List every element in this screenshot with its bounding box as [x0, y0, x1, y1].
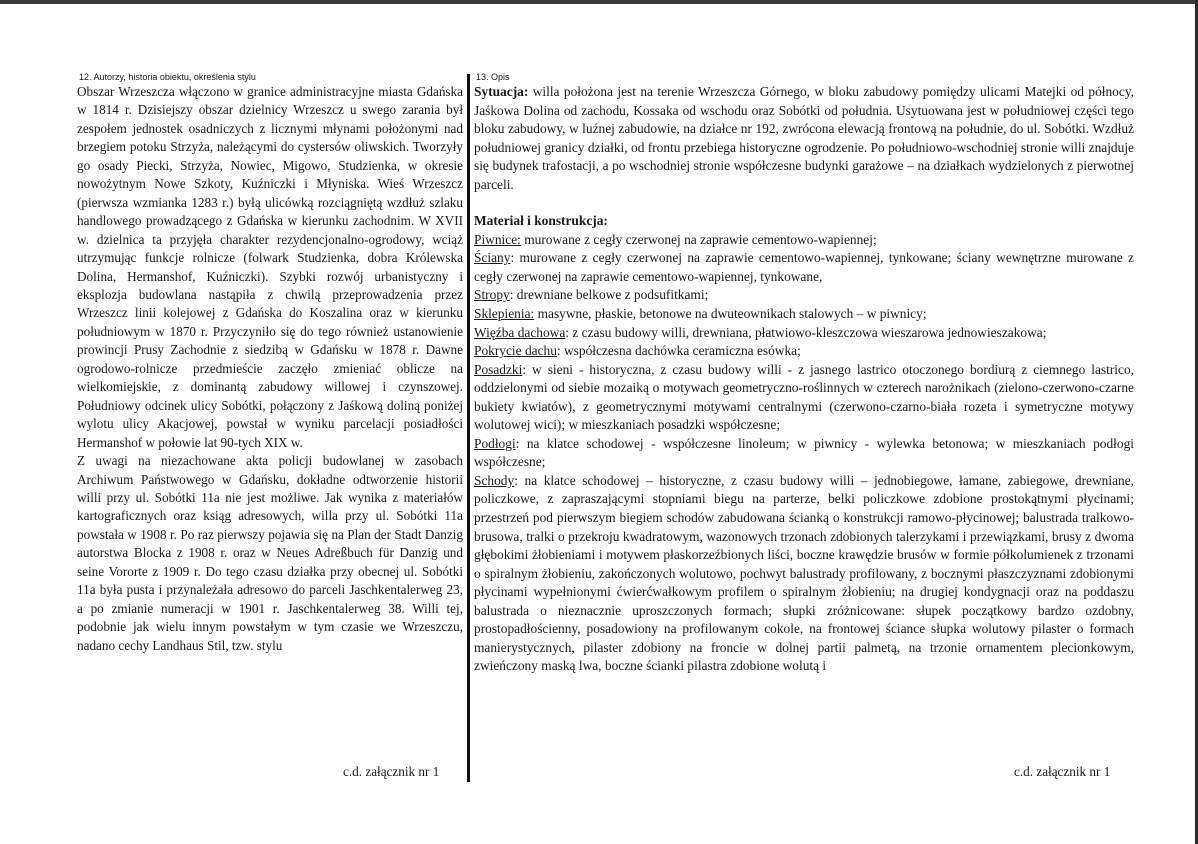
item-text: : na klatce schodowej – historyczne, z czasu budowy willi – jednobiegowe, łamane, zabiegowe, drewniane, policzkowe, z zapraszającymi stopniami biegu na parterze, belki policzkowe zdobione prostokątnymi płycinami; przestrzeń pod pierwszym biegiem schodów zabudowana ścianką o konstrukcji ramowo-płycinowej; balustrada tralkowo-brusowa, tralki o przekroju kwadratowym, wazonowych trzonach zdobionych talerzykami i przewiązkami, brusy z dwoma głębokimi żłobieniami i motywem płaskorzeźbionych liści, boczne krawędzie brusów w formie półkolumienek z trzonami o spiralnym żłobieniu, zakończonych wolutowo, pochwyt balustrady profilowany, z bocznymi płaszczyznami zdobionymi płycinami wypełnionymi ćwierćwałkowym profilem o spiralnym żłobieniu; na drugiej kondygnacji oraz na poddaszu balustrada o nieznacznie uproszczonych formach; słupki zróżnicowane: słupek początkowy bardzo ozdobny, prostopadłościenny, posadowiony na profilowanym cokole, na frontowej ściance słupka wolutowy pilaster o formach manierystycznych, pilaster zdobiony na froncie w dolnej partii palmetą, na trzonie ornamentem plecionkowym, zwieńczony maską lwa, boczne ścianki pilastra zdobione wolutą i	[474, 472, 1134, 674]
right-column	[474, 72, 1134, 676]
item-label: Więźba dachowa	[474, 324, 566, 340]
left-column	[77, 72, 463, 655]
item-label: Piwnice:	[474, 231, 521, 247]
item-walls	[474, 249, 1134, 286]
section-13-heading: 13. Opis	[476, 72, 510, 82]
situation-text: willa położona jest na terenie Wrzeszcza Górnego, w bloku zabudowy pomiędzy ulicami Matejki od północy, Jaśkowa Dolina od zachodu, Kossaka od wschodu oraz Sobótki od południa. Usytuowana jest w południowej części tego bloku zabudowy, w luźnej zabudowie, na działce nr 192, zwrócona elewacją frontową na południe, do ul. Sobótki. Wzdłuż południowej granicy działki, od frontu przebiega historyczne ogrodzenie. Po południowo-wschodniej stronie willi znajduje się budynek trafostacji, a po wschodniej stronie współczesne budynki garażowe – na działkach wydzielonych z pierwotnej parceli.	[474, 84, 1134, 192]
item-vaults	[474, 305, 1134, 324]
history-paragraph-1: Obszar Wrzeszcza włączono w granice administracyjne miasta Gdańska w 1814 r. Dzisiejszy obszar dzielnicy Wrzeszcz u swego zarania był zespołem jednostek osadniczych z licznymi młynami położonymi nad brzegiem potoku Strzyża, należącymi do cystersów oliwskich. Tworzyły go osady Piecki, Strzyża, Nowiec, Migowo, Studzienka, w okresie nowożytnym Nowe Szkoty, Kuźniczki i Młyniska. Wieś Wrzeszcz (pierwsza wzmianka 1283 r.) byłą ulicówką rozciągniętą wzdłuż szlaku handlowego prowadzącego z Gdańska w kierunku zachodnim. W XVII w. dzielnica ta przyjęła charakter rezydencjonalno-ogrodowy, wciąż utrzymując funkcje rolnicze (folwark Studzienka, dobra Królewska Dolina, Hermanshof, Kuźniczki). Szybki rozwój urbanistyczny i eksplozja budowlana nastąpiła z chwilą przeprowadzenia przez Wrzeszcz linii kolejowej z Gdańska do Koszalina oraz w kierunku południowym w 1870 r. Przyczyniło się do tego również ustanowienie prowincji Prusy Zachodnie z siedzibą w Gdańsku w 1878 r. Dawne ogrodowo-rolnicze przedmieście zaczęło zmieniać oblicze na wielkomiejskie, z dominantą zabudowy willowej i czynszowej. Południowy odcinek ulicy Sobótki, połączony z Jaśkową doliną poniżej wylotu ulicy Akacjowej, powstał w wyniku parcelacji posiadłości Hermanshof w połowie lat 90-tych XIX w.	[77, 84, 463, 450]
item-text: : z czasu budowy willi, drewniana, płatwiowo-kleszczowa wieszarowa jednowieszakowa;	[565, 324, 1047, 340]
section-12-heading: 12. Autorzy, historia obiektu, określenia stylu	[79, 72, 256, 82]
item-text: murowane z cegły czerwonej na zaprawie cementowo-wapiennej;	[520, 231, 877, 247]
item-label: Pokrycie dachu	[474, 343, 557, 359]
column-divider	[467, 74, 470, 782]
item-label: Ściany	[474, 250, 511, 266]
item-label: Stropy	[474, 287, 510, 303]
item-text: : współczesna dachówka ceramiczna esówka;	[556, 343, 801, 359]
item-text: : na klatce schodowej - współczesne linoleum; w piwnicy - wylewka betonowa; w mieszkaniach podłogi współczesne;	[474, 435, 1134, 470]
history-paragraph-2: Z uwagi na niezachowane akta policji budowlanej w zasobach Archiwum Państwowego w Gdańsku, dokładne odtworzenie historii willi przy ul. Sobótki 11a nie jest możliwe. Jak wynika z materiałów kartograficznych oraz ksiąg adresowych, willa przy ul. Sobótki 11a powstała w 1908 r. Po raz pierwszy pojawia się na Plan der Stadt Danzig autorstwa Blocka z 1908 r. oraz w Neues Adreßbuch für Danzig und seine Vororte z 1909 r. Do tego czasu działka przy obecnej ul. Sobótki 11a była pusta i przynależała adresowo do parceli Jaschkentalerweg 23, a po zmianie numeracji w 1901 r. Jaschkentalerweg 38. Willi tej, podobnie jak wielu innym powstałym w tym czasie we Wrzeszczu, nadano cechy Landhaus Stil, tzw. stylu	[77, 453, 463, 653]
item-stairs	[474, 472, 1134, 676]
item-roof-truss	[474, 324, 1134, 343]
item-ceilings	[474, 286, 1134, 305]
item-text: : w sieni - historyczna, z czasu budowy willi - z jasnego lastrico otoczonego bordiurą z ciemnego lastrico, oddzielonymi od siebie mozaiką o motywach geometryczno-roślinnych w czterech narożnikach (zielono-czerwono-czarne bukiety kwiatów), z geometrycznymi motywami centralnymi (czerwono-czarno-biała rozeta i symetryczne motywy wolutowej wici); w mieszkaniach posadzki współczesne;	[474, 361, 1134, 433]
item-label: Sklepienia:	[474, 306, 535, 322]
left-continued-note: c.d. załącznik nr 1	[343, 764, 440, 779]
item-text: : drewniane belkowe z podsufitkami;	[509, 287, 709, 303]
situation-label: Sytuacja:	[474, 84, 529, 99]
item-basement	[474, 231, 1134, 250]
item-label: Schody	[474, 472, 515, 488]
item-roofing	[474, 342, 1134, 361]
right-continued-note: c.d. załącznik nr 1	[1014, 764, 1111, 779]
situation-paragraph	[474, 83, 1134, 194]
item-text: masywne, płaskie, betonowe na dwuteownikach stalowych – w piwnicy;	[534, 306, 927, 322]
scan-top-edge	[0, 0, 1198, 4]
materials-heading: Materiał i konstrukcja:	[474, 213, 608, 229]
item-floors	[474, 435, 1134, 472]
item-label: Posadzki	[474, 361, 523, 377]
item-label: Podłogi	[474, 435, 516, 451]
item-text: : murowane z cegły czerwonej na zaprawie cementowo-wapiennej, tynkowane; ściany wewnętrzne murowane z cegły czerwonej na zaprawie cementowo-wapiennej, tynkowane,	[474, 250, 1134, 284]
item-floors-terrazzo	[474, 361, 1134, 435]
